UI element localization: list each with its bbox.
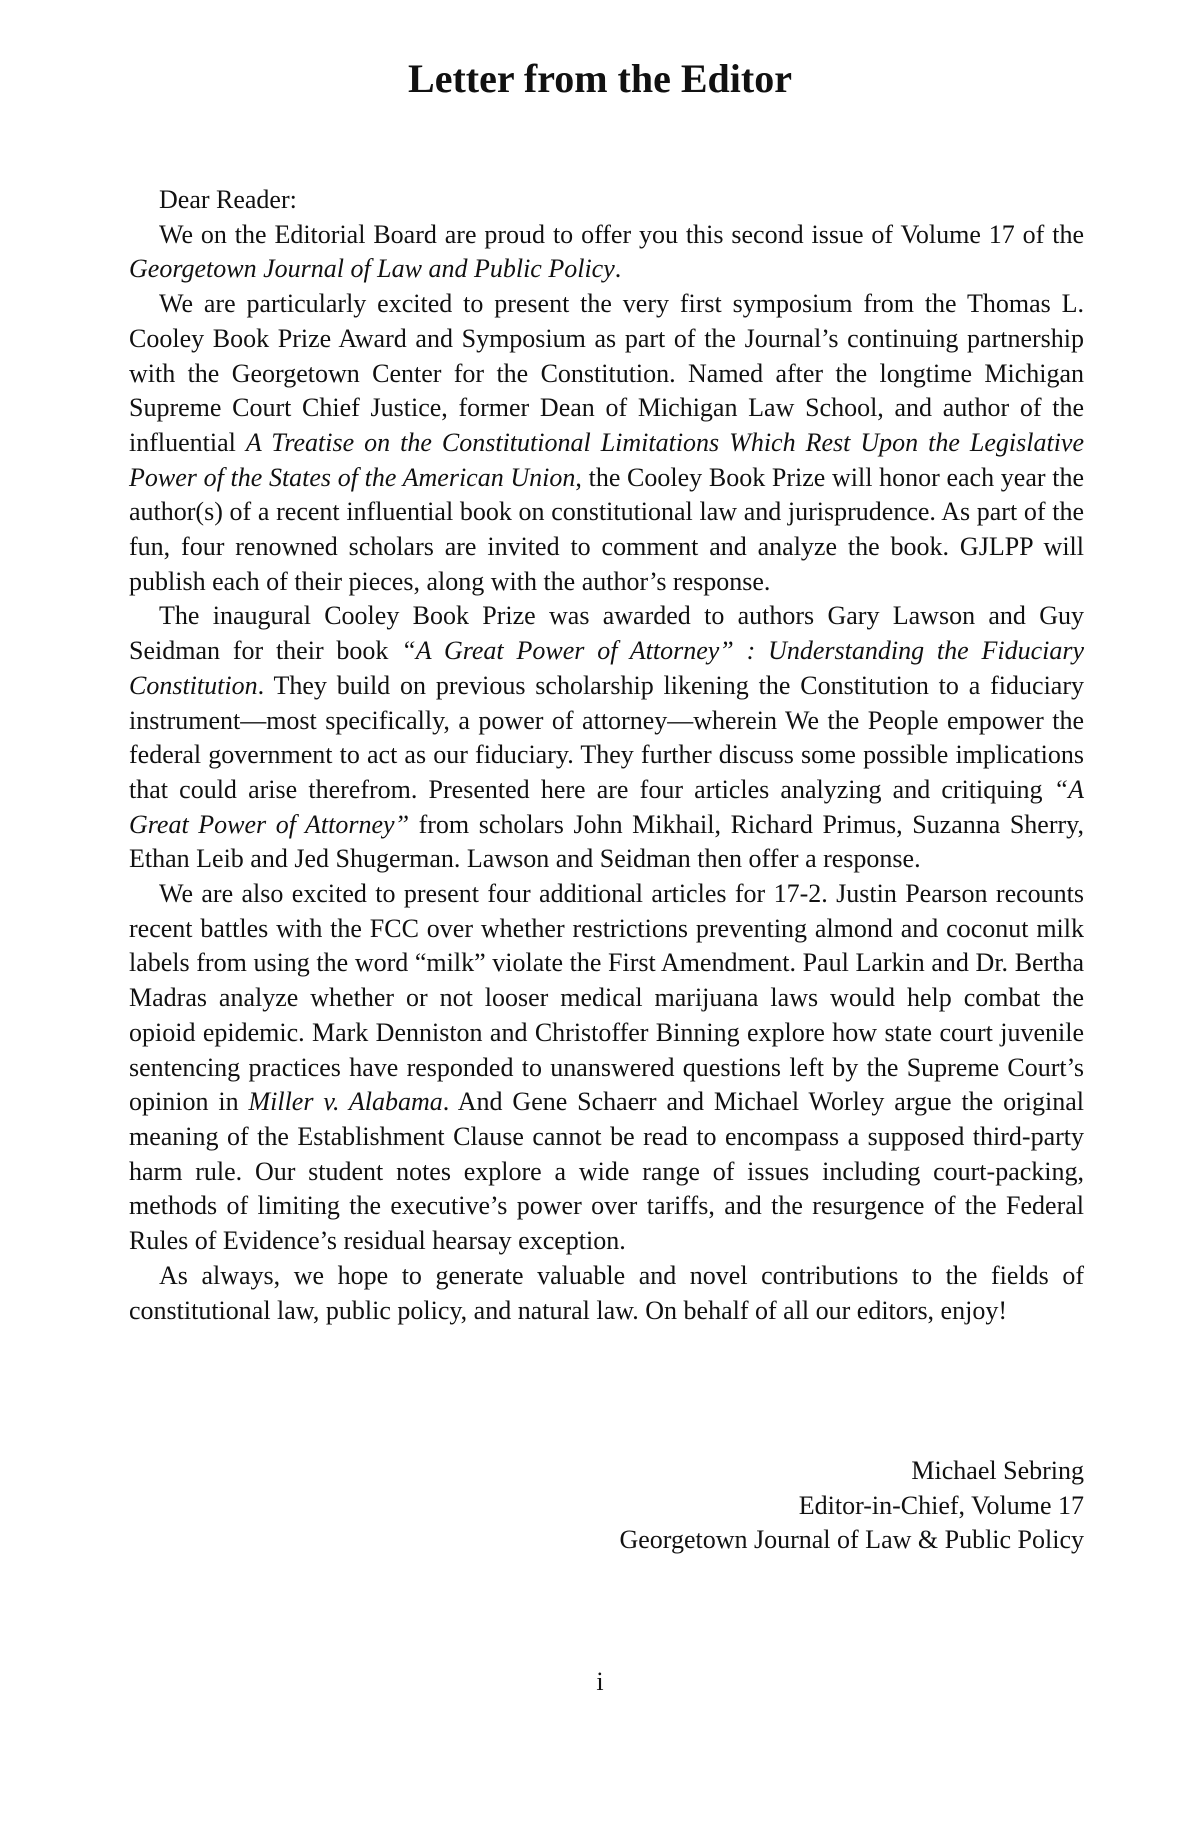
paragraph-4 [129, 877, 1084, 1259]
paragraph-text: We are particularly excited to present the very first symposium from the Thomas L. Cooley Book Prize Award and Symposium as part of the Journal’s continuing partnership with the Georgetown Center for the Constitution. Named after the longtime Michigan Supreme Court Chief Justice, former Dean of Michigan Law School, and author of the influential [129, 289, 1084, 457]
letter-body [129, 183, 1084, 1328]
book-title: “A Great Power of Attorney” : Understanding the Fiduciary Constitution [129, 636, 1085, 700]
page-number: i [596, 1667, 604, 1696]
signature-role: Editor-in-Chief, Volume 17 [798, 1490, 1084, 1520]
case-title: Miller v. Alabama [248, 1087, 443, 1117]
book-title: A Treatise on the Constitutional Limitations Which Rest Upon the Legislative Power of the States of the American Union [129, 427, 1085, 492]
book-title: “A Great Power of Attorney” [129, 774, 1084, 839]
paragraph-1 [129, 218, 1084, 287]
paragraph-text: . And Gene Schaerr and Michael Worley argue the original meaning of the Establishment Clause cannot be read to encompass a supposed third-party harm rule. Our student notes explore a wide range of issues including court-packing, methods of limiting the executive’s power over tariffs, and the resurgence of the Federal Rules of Evidence’s residual hearsay exception. [129, 1087, 1084, 1256]
signature-publication: Georgetown Journal of Law & Public Policy [619, 1525, 1084, 1555]
signature-block [129, 1454, 1084, 1558]
signature-name: Michael Sebring [911, 1456, 1084, 1485]
journal-title: Georgetown Journal of Law and Public Policy [129, 254, 615, 284]
paragraph-text: We on the Editorial Board are proud to offer you this second issue of Volume 17 of the [159, 219, 1084, 249]
paragraph-3 [129, 599, 1084, 877]
page-title: Letter from the Editor [408, 56, 792, 101]
paragraph-text: , the Cooley Book Prize will honor each year the author(s) of a recent influential book on constitutional law and jurisprudence. As part of the fun, four renowned scholars are invited to comment and analyze the book. GJLPP will publish each of their pieces, along with the author’s response. [129, 462, 1084, 596]
paragraph-text: We are also excited to present four additional articles for 17-2. Justin Pearson recounts recent battles with the FCC over whether restrictions preventing almond and coconut milk labels from using the word “milk” violate the First Amendment. Paul Larkin and Dr. Bertha Madras analyze whether or not looser medical marijuana laws would help combat the opioid epidemic. Mark Denniston and Christoffer Binning explore how state court juvenile sentencing practices have responded to unanswered questions left by the Supreme Court’s opinion in [129, 879, 1084, 1117]
paragraph-text: . [614, 254, 622, 284]
paragraph-text: from scholars John Mikhail, Richard Primus, Suzanna Sherry, Ethan Leib and Jed Shugerman. Lawson and Seidman then offer a response. [129, 809, 1084, 874]
paragraph-text: The inaugural Cooley Book Prize was awarded to authors Gary Lawson and Guy Seidman for their book [129, 601, 1084, 666]
paragraph-text: . They build on previous scholarship likening the Constitution to a fiduciary instrument—most specifically, a power of attorney—wherein We the People empower the federal government to act as our fiduciary. They further discuss some possible implications that could arise therefrom. Presented here are four articles analyzing and critiquing [129, 670, 1084, 804]
paragraph-text: As always, we hope to generate valuable and novel contributions to the fields of constitutional law, public policy, and natural law. On behalf of all our editors, enjoy! [129, 1260, 1084, 1325]
paragraph-5 [129, 1259, 1084, 1328]
salutation: Dear Reader: [159, 185, 297, 214]
paragraph-2 [129, 287, 1084, 599]
